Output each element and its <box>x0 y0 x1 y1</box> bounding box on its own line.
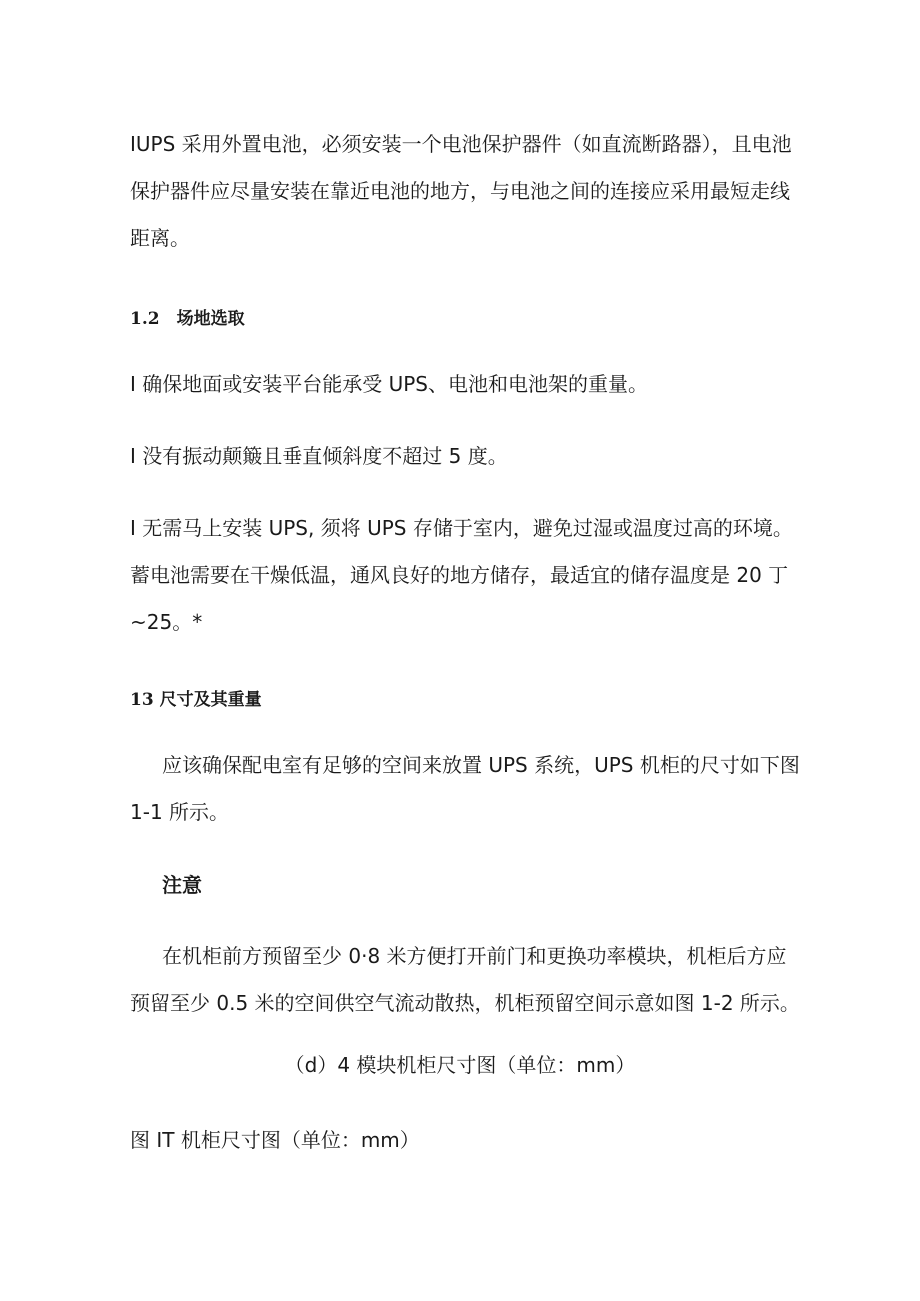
paragraph-clearance: 在机柜前方预留至少 0·8 米方便打开前门和更换功率模块，机柜后方应预留至少 0.5 米的空间供空气流动散热，机柜预留空间示意如图 1-2 所示。 <box>130 944 800 1015</box>
figure-caption-d: （d）4 模块机柜尺寸图（单位：mm） <box>284 1053 636 1077</box>
note-label: 注意 <box>162 873 202 897</box>
section-heading-1-2: 1.2 场地选取 <box>130 309 245 329</box>
figure-caption-1-1: 图 IT 机柜尺寸图（单位：mm） <box>130 1128 420 1152</box>
section-heading-1-3: 13 尺寸及其重量 <box>130 690 262 710</box>
paragraph-room-space: 应该确保配电室有足够的空间来放置 UPS 系统，UPS 机柜的尺寸如下图 1-1 所示。 <box>130 753 800 824</box>
paragraph-battery-protection: IUPS 采用外置电池，必须安装一个电池保护器件（如直流断路器），且电池保护器件应尽量安装在靠近电池的地方，与电池之间的连接应采用最短走线距离。 <box>130 132 792 250</box>
paragraph-storage: I 无需马上安装 UPS, 须将 UPS 存储于室内，避免过湿或温度过高的环境。蓄电池需要在干燥低温，通风良好的地方储存，最适宜的储存温度是 20 丁 ~25。* <box>130 516 793 634</box>
paragraph-no-vibration: I 没有振动颠簸且垂直倾斜度不超过 5 度。 <box>130 444 508 468</box>
paragraph-floor-load: I 确保地面或安装平台能承受 UPS、电池和电池架的重量。 <box>130 372 649 396</box>
